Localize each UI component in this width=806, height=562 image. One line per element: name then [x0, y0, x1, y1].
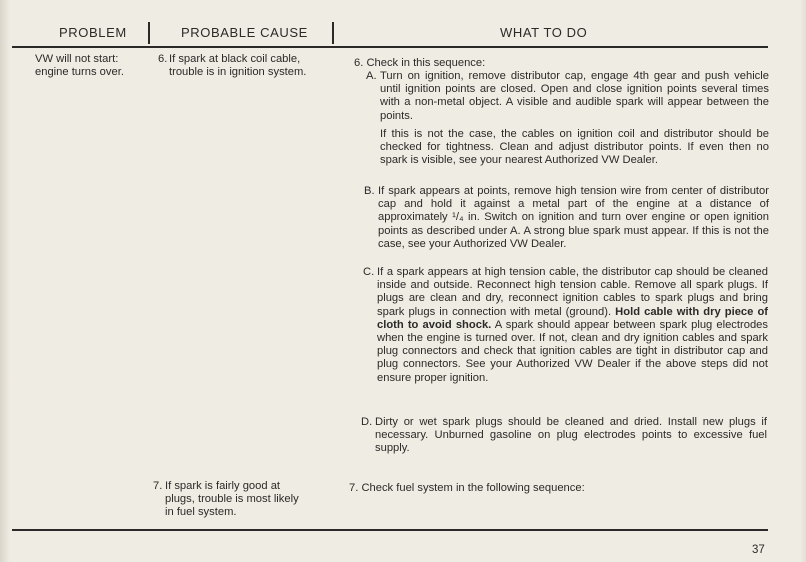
step-a-text: Turn on ignition, remove distributor cap, engage 4th gear and push vehicle until ignition points are closed. Open and close ignition points several times with a non-metal object. A visible and audible spark will appear between the points. [380, 70, 769, 122]
action-6-intro: 6. Check in this sequence: [354, 57, 486, 69]
column-divider-2 [332, 22, 334, 44]
header-probable-cause: PROBABLE CAUSE [181, 25, 308, 40]
bottom-rule [12, 529, 768, 531]
step-b-text: If spark appears at points, remove high tension wire from center of distributor cap and hold it against a metal part of the engine at a distance of approximately ¹/₄ in. Switch on ignition and turn over engine or open ignition points as described under A. A strong blue spark must appear. If this is not the case, see your Authorized VW Dealer. [378, 185, 769, 250]
step-c-warning: Hold cable with dry piece of cloth to avoid shock. [377, 305, 769, 331]
step-a-label: A. [366, 70, 377, 82]
column-divider-1 [148, 22, 150, 44]
cause-7-line-2: plugs, trouble is most likely [165, 493, 299, 505]
step-a-followup: If this is not the case, the cables on ignition coil and distributor should be checked for tightness. Clean and adjust distributor points. If even then no spark is visible, see your nearest Authorized VW Dealer. [380, 128, 769, 167]
header-what-to-do: WHAT TO DO [500, 25, 588, 40]
step-c-text [377, 266, 768, 385]
step-d-label: D. [361, 416, 373, 428]
cause-6-number: 6. [158, 53, 168, 65]
action-7-intro: 7. Check fuel system in the following sequence: [349, 482, 585, 494]
cause-7-line-3: in fuel system. [165, 506, 237, 518]
header-rule [12, 46, 768, 48]
page-number: 37 [752, 544, 765, 556]
cause-6-line-2: trouble is in ignition system. [169, 66, 307, 78]
problem-line-1: VW will not start: [35, 53, 119, 65]
page-binding-edge [0, 0, 10, 562]
cause-7-line-1: If spark is fairly good at [165, 480, 281, 492]
cause-7-number: 7. [153, 480, 163, 492]
step-c-text-after: A spark should appear between spark plug electrodes when the engine is turned over. If not, clean and dry ignition cables and spark plug connectors and check that ignition cables are tight in distributor cap and plug connectors. See your Authorized VW Dealer if the above steps did not ensure proper ignition. [377, 318, 768, 384]
step-c-label: C. [363, 266, 375, 278]
page-right-edge [800, 0, 806, 562]
cause-6-line-1: If spark at black coil cable, [169, 53, 301, 65]
header-problem: PROBLEM [59, 25, 127, 40]
step-b-label: B. [364, 185, 375, 197]
step-c-text-before: If a spark appears at high tension cable, the distributor cap should be cleaned inside and outside. Reconnect high tension cable. Remove all spark plugs. If plugs are clean and dry, reconnect ignition cables to spark plugs and bring spark plugs in connection with metal (ground). [377, 266, 768, 318]
step-d-text: Dirty or wet spark plugs should be cleaned and dried. Install new plugs if necessary. Unburned gasoline on plug electrodes points to excessive fuel supply. [375, 416, 767, 455]
problem-line-2: engine turns over. [35, 66, 124, 78]
